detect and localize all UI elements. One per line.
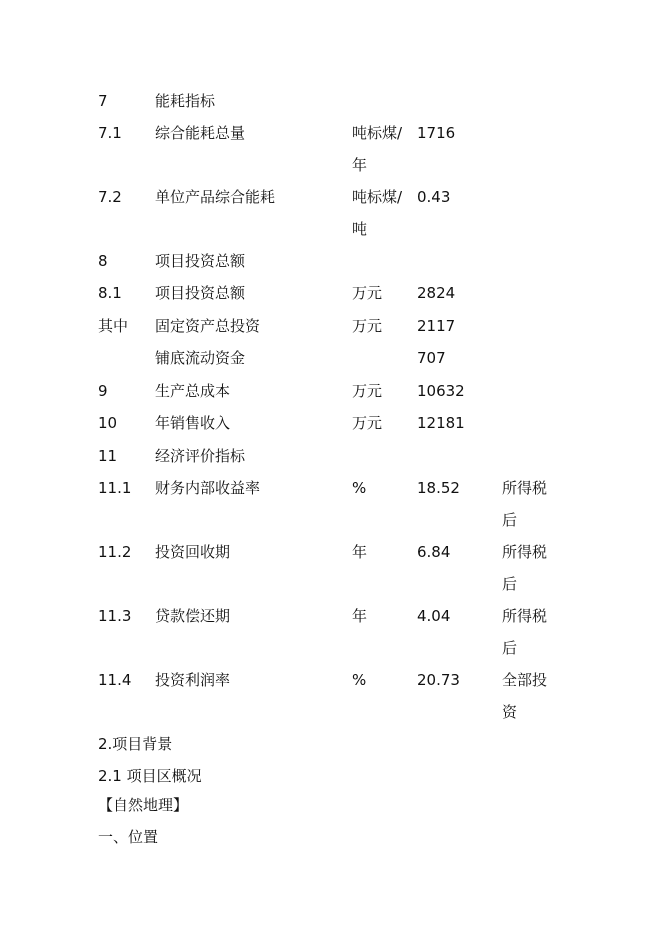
item-number: 8 (98, 252, 108, 270)
item-value: 12181 (417, 414, 465, 432)
item-name: 投资回收期 (155, 543, 231, 561)
subsection-heading: 2.1 项目区概况 (98, 767, 202, 785)
item-unit: % (352, 671, 367, 689)
item-unit: % (352, 479, 367, 497)
item-unit: 万元 (352, 284, 383, 302)
item-value: 6.84 (417, 543, 451, 561)
item-name: 生产总成本 (155, 382, 231, 400)
item-name: 财务内部收益率 (155, 479, 261, 497)
item-name: 项目投资总额 (155, 252, 246, 270)
item-name: 年销售收入 (155, 414, 231, 432)
item-name: 贷款偿还期 (155, 607, 231, 625)
item-note: 所得税后 (502, 479, 548, 529)
item-number: 9 (98, 382, 108, 400)
item-name: 单位产品综合能耗 (155, 188, 276, 206)
item-name: 能耗指标 (155, 92, 216, 110)
item-note: 所得税后 (502, 543, 548, 593)
item-value: 707 (417, 349, 446, 367)
item-note: 所得税后 (502, 607, 548, 657)
table-row (0, 181, 662, 245)
table-row (0, 664, 662, 728)
item-unit: 年 (352, 543, 368, 561)
item-unit: 万元 (352, 414, 383, 432)
item-number: 11.4 (98, 671, 132, 689)
item-value: 0.43 (417, 188, 451, 206)
item-note: 全部投资 (502, 671, 548, 721)
bracket-heading: 【自然地理】 (98, 796, 189, 814)
table-row (0, 117, 662, 181)
item-value: 20.73 (417, 671, 460, 689)
item-unit: 吨标煤/年 (352, 124, 403, 174)
item-unit: 年 (352, 607, 368, 625)
item-unit: 吨标煤/吨 (352, 188, 403, 238)
item-name: 经济评价指标 (155, 447, 246, 465)
item-value: 10632 (417, 382, 465, 400)
item-number: 其中 (98, 317, 129, 335)
item-name: 投资利润率 (155, 671, 231, 689)
item-value: 1716 (417, 124, 456, 142)
item-number: 11 (98, 447, 118, 465)
item-value: 4.04 (417, 607, 451, 625)
item-value: 2117 (417, 317, 456, 335)
item-number: 7.2 (98, 188, 122, 206)
section-heading: 2.项目背景 (98, 735, 173, 753)
item-unit: 万元 (352, 382, 383, 400)
item-number: 11.3 (98, 607, 132, 625)
table-row (0, 472, 662, 536)
item-name: 项目投资总额 (155, 284, 246, 302)
item-number: 10 (98, 414, 118, 432)
item-number: 7 (98, 92, 108, 110)
item-name: 固定资产总投资 (155, 317, 261, 335)
table-row (0, 536, 662, 600)
item-value: 2824 (417, 284, 456, 302)
item-number: 8.1 (98, 284, 122, 302)
item-unit: 万元 (352, 317, 383, 335)
item-number: 7.1 (98, 124, 122, 142)
item-number: 11.2 (98, 543, 132, 561)
item-heading: 一、位置 (98, 828, 159, 846)
item-value: 18.52 (417, 479, 460, 497)
item-name: 铺底流动资金 (155, 349, 246, 367)
item-number: 11.1 (98, 479, 132, 497)
table-row (0, 600, 662, 664)
item-name: 综合能耗总量 (155, 124, 246, 142)
